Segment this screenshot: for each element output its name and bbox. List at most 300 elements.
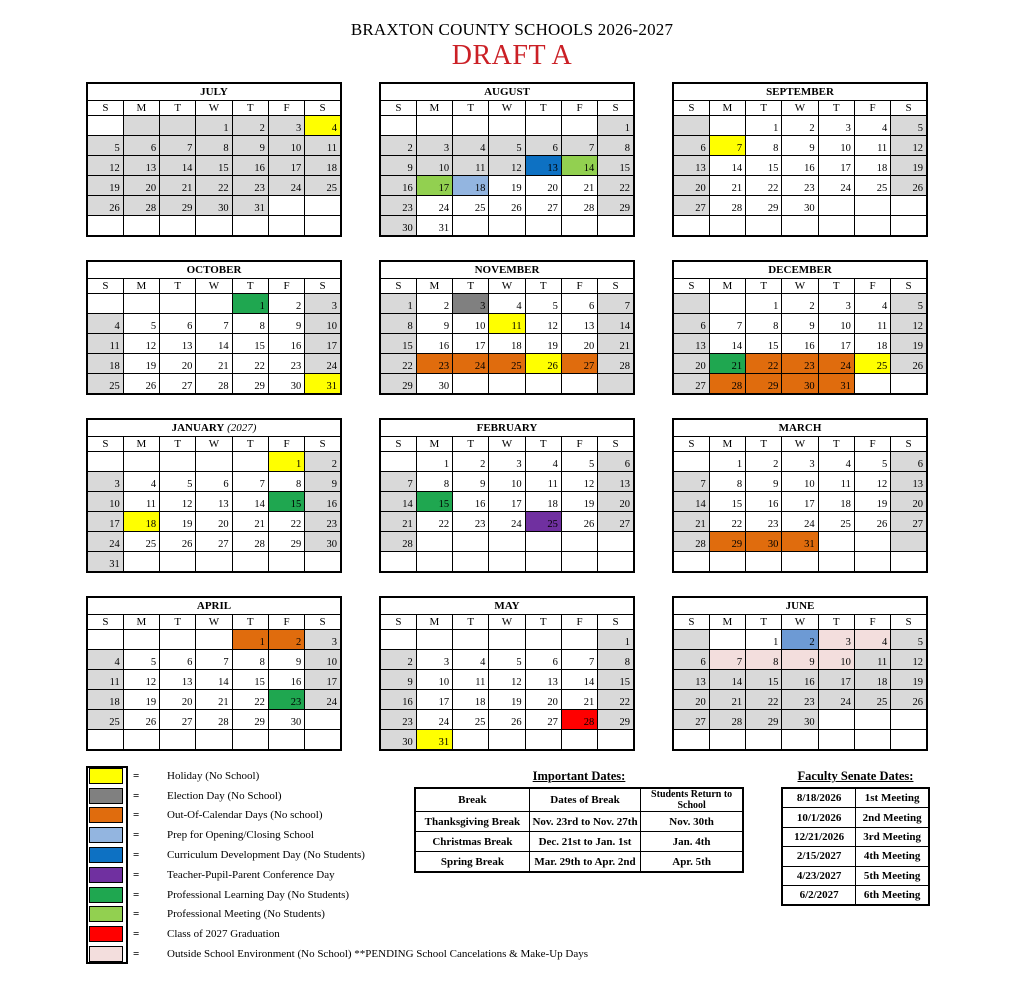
day-cell: 8 (268, 472, 304, 492)
day-cell: 31 (232, 196, 268, 216)
important-dates-cell: Jan. 4th (641, 832, 743, 852)
day-cell: 26 (561, 512, 597, 532)
weekday-header: F (854, 279, 890, 294)
blank-cell (123, 116, 159, 136)
day-cell: 28 (123, 196, 159, 216)
weekday-header: F (268, 101, 304, 116)
day-cell: 11 (453, 670, 489, 690)
blank-cell (525, 116, 561, 136)
blank-cell (380, 630, 416, 650)
blank-cell (709, 216, 745, 237)
weekday-header: S (87, 437, 123, 452)
blank-cell (746, 730, 782, 751)
day-cell: 2 (746, 452, 782, 472)
day-cell: 14 (598, 314, 634, 334)
weekday-header: S (305, 615, 341, 630)
blank-cell (561, 630, 597, 650)
blank-cell (891, 216, 927, 237)
day-cell: 30 (196, 196, 232, 216)
blank-cell (453, 532, 489, 552)
blank-cell (598, 532, 634, 552)
weekday-header: T (160, 101, 196, 116)
weekday-header: M (123, 279, 159, 294)
blank-cell (380, 116, 416, 136)
day-cell: 31 (416, 730, 452, 751)
day-cell: 7 (232, 472, 268, 492)
day-cell: 9 (380, 670, 416, 690)
weekday-header: T (232, 437, 268, 452)
blank-cell (673, 216, 709, 237)
day-cell: 3 (818, 630, 854, 650)
day-cell: 11 (123, 492, 159, 512)
day-cell: 12 (87, 156, 123, 176)
day-cell: 7 (196, 650, 232, 670)
day-cell: 17 (453, 334, 489, 354)
faculty-meeting-label: 1st Meeting (856, 788, 929, 808)
day-cell: 24 (416, 710, 452, 730)
month-august (379, 82, 635, 237)
day-cell: 20 (525, 176, 561, 196)
blank-cell (598, 216, 634, 237)
day-cell: 18 (525, 492, 561, 512)
faculty-meeting-date: 6/2/2027 (782, 885, 856, 905)
blank-cell (709, 552, 745, 573)
weekday-header: W (782, 279, 818, 294)
day-cell: 24 (305, 354, 341, 374)
month-title: JULY (87, 83, 341, 101)
blank-cell (561, 374, 597, 395)
day-cell: 29 (232, 374, 268, 395)
weekday-header: T (818, 437, 854, 452)
day-cell: 10 (305, 650, 341, 670)
blank-cell (891, 532, 927, 552)
weekday-header: M (709, 279, 745, 294)
day-cell: 26 (123, 710, 159, 730)
day-cell: 20 (525, 690, 561, 710)
day-cell: 26 (123, 374, 159, 395)
day-cell: 18 (123, 512, 159, 532)
weekday-header: M (123, 101, 159, 116)
weekday-header: F (561, 101, 597, 116)
day-cell: 9 (380, 156, 416, 176)
blank-cell (123, 630, 159, 650)
day-cell: 17 (87, 512, 123, 532)
month-title: AUGUST (380, 83, 634, 101)
weekday-header: W (489, 615, 525, 630)
faculty-senate-row (782, 847, 929, 866)
day-cell: 5 (854, 452, 890, 472)
day-cell: 14 (380, 492, 416, 512)
weekday-header: W (196, 101, 232, 116)
weekday-header: W (489, 101, 525, 116)
day-cell: 2 (268, 294, 304, 314)
legend-swatch (89, 847, 123, 863)
day-cell: 4 (854, 116, 890, 136)
day-cell: 24 (416, 196, 452, 216)
day-cell: 30 (746, 532, 782, 552)
day-cell: 12 (891, 314, 927, 334)
weekday-header: S (598, 101, 634, 116)
blank-cell (709, 116, 745, 136)
blank-cell (268, 196, 304, 216)
blank-cell (525, 552, 561, 573)
day-cell: 23 (268, 690, 304, 710)
legend-label: Curriculum Development Day (No Students) (167, 849, 365, 862)
faculty-senate-row (782, 827, 929, 846)
blank-cell (782, 552, 818, 573)
legend-item (86, 944, 588, 964)
day-cell: 26 (489, 710, 525, 730)
day-cell: 25 (525, 512, 561, 532)
day-cell: 20 (196, 512, 232, 532)
blank-cell (525, 630, 561, 650)
blank-cell (416, 532, 452, 552)
page-header (0, 20, 1024, 72)
weekday-header: S (380, 437, 416, 452)
day-cell: 3 (782, 452, 818, 472)
blank-cell (87, 452, 123, 472)
day-cell: 17 (818, 670, 854, 690)
day-cell: 23 (453, 512, 489, 532)
important-dates-title: Important Dates: (532, 769, 626, 783)
day-cell: 21 (598, 334, 634, 354)
day-cell: 26 (87, 196, 123, 216)
day-cell: 1 (232, 630, 268, 650)
day-cell: 6 (673, 314, 709, 334)
day-cell: 22 (268, 512, 304, 532)
day-cell: 9 (782, 314, 818, 334)
faculty-meeting-label: 6th Meeting (856, 885, 929, 905)
blank-cell (891, 552, 927, 573)
blank-cell (561, 552, 597, 573)
legend-item (86, 924, 588, 944)
day-cell: 6 (123, 136, 159, 156)
day-cell: 25 (87, 374, 123, 395)
day-cell: 12 (561, 472, 597, 492)
weekday-header: S (891, 279, 927, 294)
blank-cell (673, 730, 709, 751)
day-cell: 13 (160, 670, 196, 690)
day-cell: 14 (196, 334, 232, 354)
day-cell: 31 (782, 532, 818, 552)
day-cell: 6 (673, 650, 709, 670)
day-cell: 14 (160, 156, 196, 176)
blank-cell (854, 552, 890, 573)
day-cell: 11 (854, 650, 890, 670)
day-cell: 29 (746, 374, 782, 395)
weekday-header: T (746, 279, 782, 294)
blank-cell (818, 196, 854, 216)
legend-label: Class of 2027 Graduation (167, 928, 280, 941)
day-cell: 8 (232, 650, 268, 670)
legend-label: Prep for Opening/Closing School (167, 829, 314, 842)
faculty-senate-table (781, 787, 930, 906)
blank-cell (160, 630, 196, 650)
day-cell: 5 (489, 136, 525, 156)
day-cell: 21 (709, 176, 745, 196)
blank-cell (196, 730, 232, 751)
day-cell: 15 (380, 334, 416, 354)
month-title: JUNE (673, 597, 927, 615)
day-cell: 23 (782, 176, 818, 196)
blank-cell (305, 730, 341, 751)
day-cell: 3 (416, 136, 452, 156)
day-cell: 2 (782, 294, 818, 314)
day-cell: 25 (123, 532, 159, 552)
day-cell: 31 (818, 374, 854, 395)
day-cell: 15 (268, 492, 304, 512)
day-cell: 12 (123, 670, 159, 690)
day-cell: 19 (891, 334, 927, 354)
day-cell: 19 (891, 670, 927, 690)
day-cell: 19 (525, 334, 561, 354)
day-cell: 28 (561, 710, 597, 730)
day-cell: 15 (598, 670, 634, 690)
weekday-header: S (598, 615, 634, 630)
day-cell: 22 (380, 354, 416, 374)
day-cell: 19 (854, 492, 890, 512)
day-cell: 8 (380, 314, 416, 334)
weekday-header: T (160, 437, 196, 452)
blank-cell (160, 552, 196, 573)
weekday-header: W (489, 437, 525, 452)
calendar-grid (86, 82, 928, 751)
day-cell: 23 (268, 354, 304, 374)
day-cell: 28 (196, 374, 232, 395)
day-cell: 28 (673, 532, 709, 552)
legend-swatch (89, 906, 123, 922)
legend-swatch (89, 867, 123, 883)
weekday-header: S (305, 101, 341, 116)
blank-cell (453, 216, 489, 237)
day-cell: 24 (305, 690, 341, 710)
weekday-header: S (380, 101, 416, 116)
blank-cell (305, 196, 341, 216)
day-cell: 9 (782, 136, 818, 156)
day-cell: 13 (196, 492, 232, 512)
day-cell: 5 (891, 630, 927, 650)
blank-cell (232, 216, 268, 237)
blank-cell (87, 294, 123, 314)
day-cell: 7 (561, 650, 597, 670)
legend-swatch (89, 807, 123, 823)
weekday-header: W (196, 279, 232, 294)
day-cell: 1 (598, 116, 634, 136)
weekday-header: S (673, 279, 709, 294)
day-cell: 22 (416, 512, 452, 532)
day-cell: 12 (123, 334, 159, 354)
blank-cell (160, 452, 196, 472)
month-year-suffix: (2027) (224, 422, 257, 434)
legend-label: Out-Of-Calendar Days (No school) (167, 809, 323, 822)
day-cell: 11 (489, 314, 525, 334)
weekday-header: T (453, 279, 489, 294)
day-cell: 16 (268, 670, 304, 690)
weekday-header: T (525, 101, 561, 116)
blank-cell (709, 294, 745, 314)
day-cell: 13 (123, 156, 159, 176)
blank-cell (453, 116, 489, 136)
day-cell: 20 (561, 334, 597, 354)
blank-cell (489, 730, 525, 751)
day-cell: 20 (673, 354, 709, 374)
weekday-header: F (561, 615, 597, 630)
page-title: BRAXTON COUNTY SCHOOLS 2026-2027 (350, 20, 674, 39)
blank-cell (818, 216, 854, 237)
day-cell: 5 (489, 650, 525, 670)
day-cell: 22 (232, 690, 268, 710)
day-cell: 18 (453, 176, 489, 196)
weekday-header: S (87, 615, 123, 630)
important-dates-cell: Nov. 30th (641, 812, 743, 832)
blank-cell (525, 730, 561, 751)
day-cell: 8 (709, 472, 745, 492)
day-cell: 21 (160, 176, 196, 196)
day-cell: 26 (854, 512, 890, 532)
day-cell: 26 (160, 532, 196, 552)
weekday-header: W (782, 437, 818, 452)
important-dates-header: Break (415, 788, 529, 812)
month-december (672, 260, 928, 395)
day-cell: 12 (854, 472, 890, 492)
blank-cell (525, 216, 561, 237)
weekday-header: S (891, 615, 927, 630)
day-cell: 7 (673, 472, 709, 492)
day-cell: 11 (818, 472, 854, 492)
day-cell: 12 (489, 156, 525, 176)
day-cell: 17 (268, 156, 304, 176)
blank-cell (196, 552, 232, 573)
day-cell: 17 (489, 492, 525, 512)
month-title: JANUARY (2027) (87, 419, 341, 437)
day-cell: 19 (160, 512, 196, 532)
legend-label: Election Day (No School) (167, 789, 282, 802)
legend-label: Professional Learning Day (No Students) (167, 888, 350, 901)
day-cell: 29 (709, 532, 745, 552)
weekday-header: S (673, 615, 709, 630)
day-cell: 27 (598, 512, 634, 532)
important-dates-header: Dates of Break (529, 788, 640, 812)
day-cell: 24 (818, 176, 854, 196)
day-cell: 1 (196, 116, 232, 136)
month-title: SEPTEMBER (673, 83, 927, 101)
day-cell: 1 (709, 452, 745, 472)
legend-item (86, 885, 588, 905)
weekday-header: S (891, 437, 927, 452)
day-cell: 26 (489, 196, 525, 216)
equals-sign: = (133, 928, 140, 941)
day-cell: 10 (87, 492, 123, 512)
day-cell: 6 (891, 452, 927, 472)
day-cell: 22 (232, 354, 268, 374)
blank-cell (268, 216, 304, 237)
weekday-header: W (782, 615, 818, 630)
month-february (379, 418, 635, 573)
day-cell: 21 (380, 512, 416, 532)
blank-cell (854, 710, 890, 730)
day-cell: 7 (598, 294, 634, 314)
day-cell: 3 (416, 650, 452, 670)
day-cell: 17 (305, 670, 341, 690)
weekday-header: W (489, 279, 525, 294)
day-cell: 11 (453, 156, 489, 176)
blank-cell (709, 630, 745, 650)
weekday-header: F (268, 437, 304, 452)
weekday-header: S (598, 279, 634, 294)
day-cell: 18 (87, 690, 123, 710)
legend-swatch (89, 827, 123, 843)
day-cell: 15 (196, 156, 232, 176)
weekday-header: M (123, 437, 159, 452)
day-cell: 4 (87, 314, 123, 334)
blank-cell (854, 216, 890, 237)
day-cell: 25 (453, 710, 489, 730)
important-dates-header: Students Return to School (641, 788, 743, 812)
faculty-meeting-label: 3rd Meeting (856, 827, 929, 846)
day-cell: 10 (818, 136, 854, 156)
day-cell: 29 (598, 710, 634, 730)
legend-swatch (89, 788, 123, 804)
day-cell: 4 (854, 630, 890, 650)
weekday-header: S (87, 101, 123, 116)
weekday-header: F (268, 615, 304, 630)
day-cell: 10 (489, 472, 525, 492)
weekday-header: M (416, 101, 452, 116)
day-cell: 11 (525, 472, 561, 492)
day-cell: 30 (268, 374, 304, 395)
day-cell: 11 (854, 136, 890, 156)
weekday-header: T (525, 615, 561, 630)
blank-cell (561, 216, 597, 237)
blank-cell (232, 452, 268, 472)
day-cell: 28 (709, 374, 745, 395)
day-cell: 22 (709, 512, 745, 532)
legend-label: Professional Meeting (No Students) (167, 908, 325, 921)
blank-cell (489, 630, 525, 650)
blank-cell (673, 552, 709, 573)
day-cell: 4 (453, 136, 489, 156)
day-cell: 26 (525, 354, 561, 374)
day-cell: 14 (561, 670, 597, 690)
faculty-senate-row (782, 788, 929, 808)
weekday-header: T (453, 101, 489, 116)
day-cell: 25 (854, 690, 890, 710)
month-title: OCTOBER (87, 261, 341, 279)
day-cell: 21 (196, 354, 232, 374)
important-dates-row (415, 812, 743, 832)
day-cell: 22 (746, 690, 782, 710)
blank-cell (196, 216, 232, 237)
day-cell: 22 (196, 176, 232, 196)
weekday-header: T (453, 615, 489, 630)
blank-cell (87, 630, 123, 650)
weekday-header: T (232, 101, 268, 116)
day-cell: 19 (891, 156, 927, 176)
day-cell: 16 (782, 156, 818, 176)
month-title: MARCH (673, 419, 927, 437)
day-cell: 13 (525, 156, 561, 176)
faculty-meeting-date: 10/1/2026 (782, 808, 856, 827)
weekday-header: T (453, 437, 489, 452)
day-cell: 4 (818, 452, 854, 472)
day-cell: 3 (489, 452, 525, 472)
blank-cell (854, 374, 890, 395)
day-cell: 13 (561, 314, 597, 334)
day-cell: 16 (782, 334, 818, 354)
blank-cell (123, 730, 159, 751)
day-cell: 30 (268, 710, 304, 730)
day-cell: 31 (87, 552, 123, 573)
